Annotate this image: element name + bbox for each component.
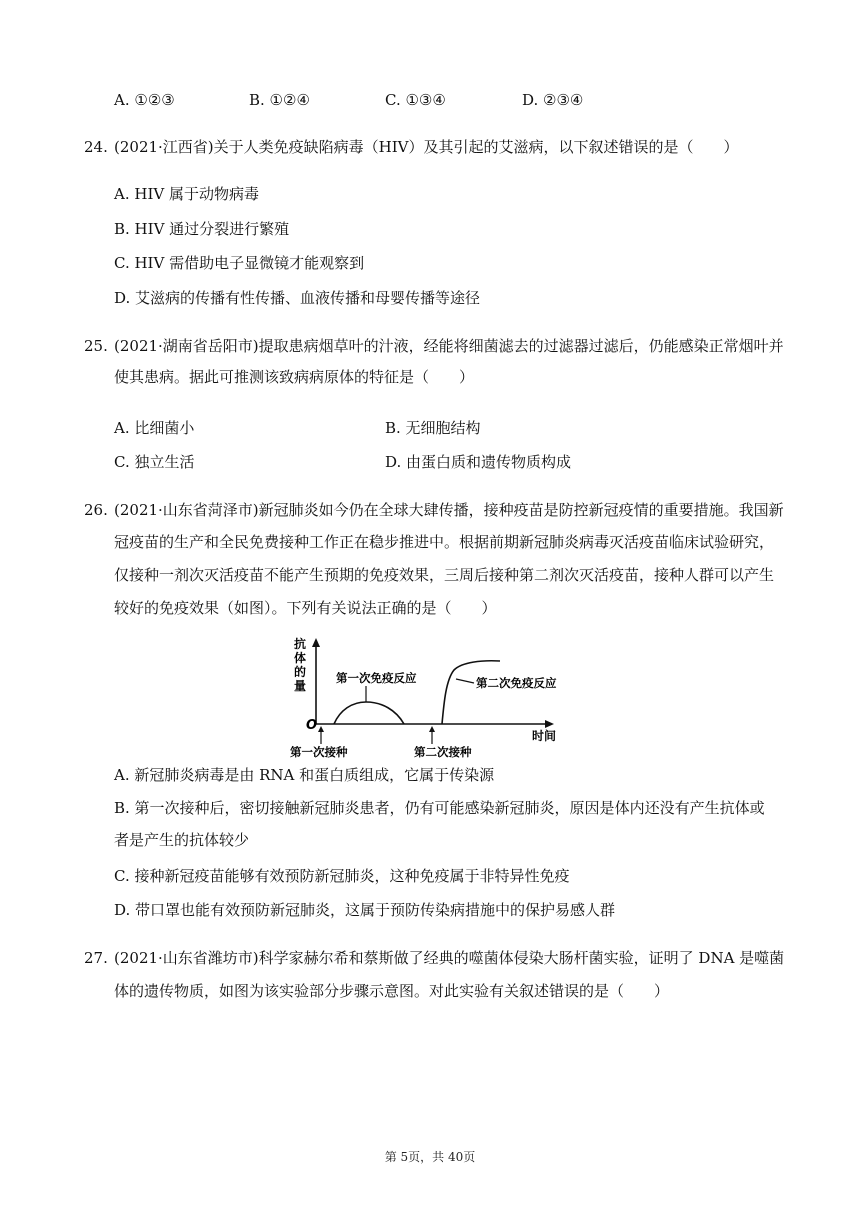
q25-stem-line-1: (2021·湖南省岳阳市)提取患病烟草叶的汁液，经能将细菌滤去的过滤器过滤后，仍能感染正常烟叶并 [114,337,784,355]
figure-y-axis-arrow [312,638,320,647]
second-response-curve [442,661,500,724]
second-dose-label: 第二次接种 [414,745,472,759]
figure-x-axis-arrow [545,720,554,728]
q24-stem: (2021·江西省)关于人类免疫缺陷病毒（HIV）及其引起的艾滋病，以下叙述错误的是（ ） [114,138,739,156]
q27-stem-line-1: (2021·山东省潍坊市)科学家赫尔希和蔡斯做了经典的噬菌体侵染大肠杆菌实验，证明了 DNA 是噬菌 [114,949,785,967]
q26-option-c: C. 接种新冠疫苗能够有效预防新冠肺炎，这种免疫属于非特异性免疫 [114,867,570,885]
q26-option-d: D. 带口罩也能有效预防新冠肺炎，这属于预防传染病措施中的保护易感人群 [114,901,616,919]
q25-option-c: C. 独立生活 [114,453,195,471]
q24-option-d: D. 艾滋病的传播有性传播、血液传播和母婴传播等途径 [114,289,481,307]
second-response-pointer [456,679,474,683]
q26-option-b-line-1: B. 第一次接种后，密切接触新冠肺炎患者，仍有可能感染新冠肺炎，原因是体内还没有产生抗体或 [114,799,765,817]
q25-number: 25. [84,337,108,355]
figure-ylabel-4: 量 [293,679,307,693]
q26-stem-line-1: (2021·山东省菏泽市)新冠肺炎如今仍在全球大肆传播，接种疫苗是防控新冠疫情的重要措施。我国新 [114,501,784,519]
q26-number: 26. [84,501,108,519]
q24-option-a: A. HIV 属于动物病毒 [114,185,259,203]
q27-number: 27. [84,949,108,967]
figure-ylabel-1: 抗 [293,637,307,651]
q26-option-b-line-2: 者是产生的抗体较少 [114,831,250,849]
antibody-response-figure [286,632,576,760]
figure-ylabel-2: 体 [293,651,307,665]
page-footer: 第 5页，共 40页 [384,1150,476,1164]
figure-xlabel: 时间 [532,729,557,743]
q24-option-c: C. HIV 需借助电子显微镜才能观察到 [114,254,365,272]
q24-number: 24. [84,138,108,156]
q23-option-a: A. ①②③ [114,91,175,109]
q25-option-d: D. 由蛋白质和遗传物质构成 [385,453,572,471]
second-response-label: 第二次免疫反应 [476,676,557,690]
figure-ylabel-3: 的 [293,665,307,679]
figure-origin: O [306,718,318,733]
q25-stem-line-2: 使其患病。据此可推测该致病病原体的特征是（ ） [114,368,475,386]
first-response-curve [334,702,404,724]
q23-option-d: D. ②③④ [522,91,584,109]
q27-stem-line-2: 体的遗传物质，如图为该实验部分步骤示意图。对此实验有关叙述错误的是（ ） [114,982,670,1000]
q24-option-b: B. HIV 通过分裂进行繁殖 [114,220,290,238]
q23-option-c: C. ①③④ [385,91,446,109]
second-dose-arrowhead [429,726,435,732]
q26-stem-line-4: 较好的免疫效果（如图）。下列有关说法正确的是（ ） [114,599,497,617]
first-response-label: 第一次免疫反应 [336,671,417,685]
q26-option-a: A. 新冠肺炎病毒是由 RNA 和蛋白质组成，它属于传染源 [114,766,495,784]
first-dose-label: 第一次接种 [290,745,348,759]
q25-option-b: B. 无细胞结构 [385,419,481,437]
q25-option-a: A. 比细菌小 [114,419,195,437]
q26-stem-line-2: 冠疫苗的生产和全民免费接种工作正在稳步推进中。根据前期新冠肺炎病毒灭活疫苗临床试验研究， [114,533,775,551]
first-dose-arrowhead [318,726,324,732]
q26-stem-line-3: 仅接种一剂次灭活疫苗不能产生预期的免疫效果，三周后接种第二剂次灭活疫苗，接种人群可以产生 [114,566,775,584]
q23-option-b: B. ①②④ [249,91,310,109]
